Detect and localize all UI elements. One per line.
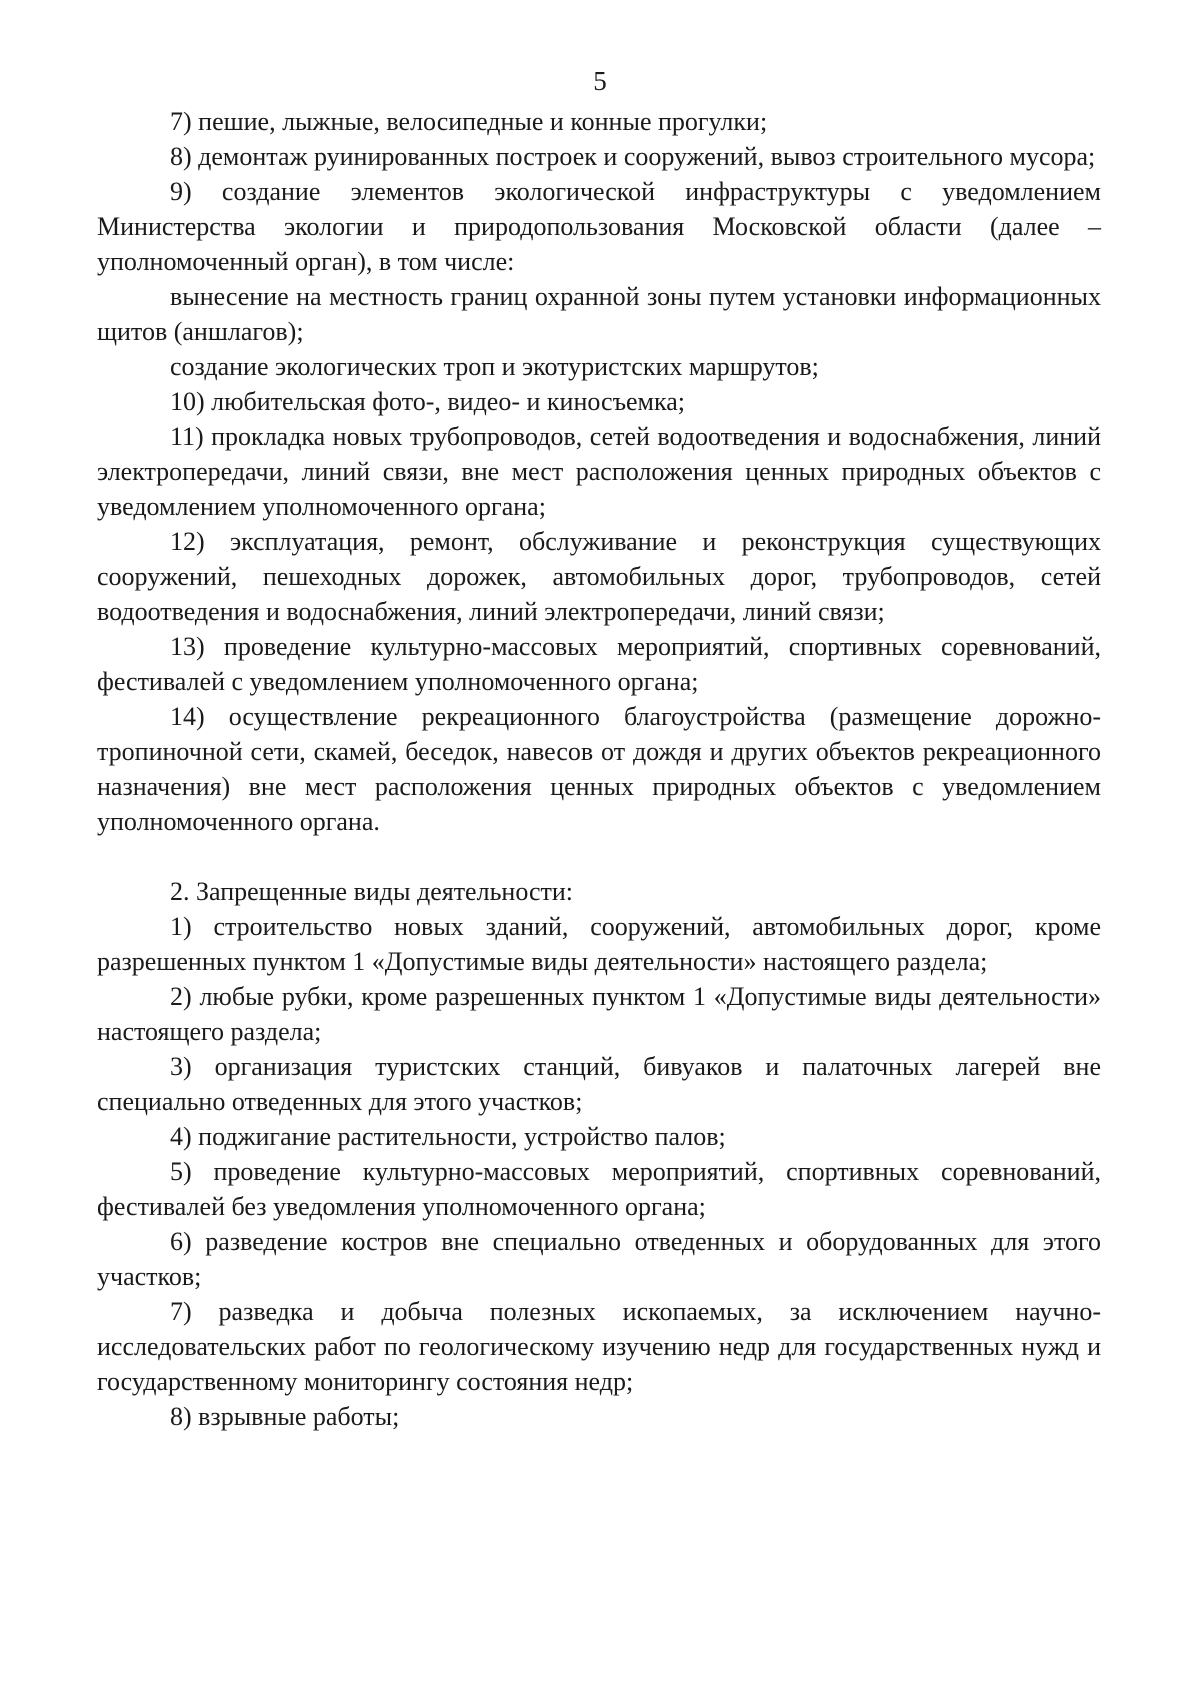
allowed-item-14: 14) осуществление рекреационного благоустройства (размещение дорожно-тропиночной сети, скамей, беседок, навесов от дождя и других объектов рекреационного назначения) вне мест расположения ценных природных объектов с уведомлением уполномоченного органа.	[97, 702, 1101, 836]
allowed-item-9-sub-1: вынесение на местность границ охранной зоны путем установки информационных щитов (аншлагов);	[97, 282, 1101, 346]
document-body	[97, 104, 1101, 1434]
allowed-item-13: 13) проведение культурно-массовых мероприятий, спортивных соревнований, фестивалей с уведомлением уполномоченного органа;	[97, 632, 1101, 696]
prohibited-item-3: 3) организация туристских станций, бивуаков и палаточных лагерей вне специально отведенных для этого участков;	[97, 1052, 1101, 1116]
prohibited-item-6: 6) разведение костров вне специально отведенных и оборудованных для этого участков;	[97, 1227, 1101, 1291]
prohibited-item-4: 4) поджигание растительности, устройство палов;	[170, 1122, 726, 1151]
allowed-item-10: 10) любительская фото-, видео- и киносъемка;	[170, 387, 686, 416]
allowed-item-9: 9) создание элементов экологической инфраструктуры с уведомлением Министерства экологии и природопользования Московской области (далее – уполномоченный орган), в том числе:	[97, 177, 1101, 276]
allowed-item-7: 7) пешие, лыжные, велосипедные и конные прогулки;	[170, 107, 768, 136]
allowed-item-11: 11) прокладка новых трубопроводов, сетей водоотведения и водоснабжения, линий электропередачи, линий связи, вне мест расположения ценных природных объектов с уведомлением уполномоченного органа;	[97, 422, 1101, 521]
prohibited-item-1: 1) строительство новых зданий, сооружений, автомобильных дорог, кроме разрешенных пунктом 1 «Допустимые виды деятельности» настоящего раздела;	[97, 912, 1101, 976]
page-number: 5	[593, 66, 607, 96]
allowed-item-12: 12) эксплуатация, ремонт, обслуживание и реконструкция существующих сооружений, пешеходных дорожек, автомобильных дорог, трубопроводов, сетей водоотведения и водоснабжения, линий электропередачи, линий связи;	[97, 527, 1101, 626]
prohibited-item-7: 7) разведка и добыча полезных ископаемых, за исключением научно-исследовательских работ по геологическому изучению недр для государственных нужд и государственному мониторингу состояния недр;	[97, 1297, 1101, 1396]
allowed-item-9-sub-2: создание экологических троп и экотуристских маршрутов;	[170, 352, 819, 381]
prohibited-item-8: 8) взрывные работы;	[170, 1402, 400, 1431]
section-spacer	[97, 839, 1101, 874]
section-heading-prohibited: 2. Запрещенные виды деятельности:	[170, 877, 574, 906]
prohibited-item-5: 5) проведение культурно-массовых мероприятий, спортивных соревнований, фестивалей без уведомления уполномоченного органа;	[97, 1157, 1101, 1221]
prohibited-item-2: 2) любые рубки, кроме разрешенных пунктом 1 «Допустимые виды деятельности» настоящего раздела;	[97, 982, 1101, 1046]
allowed-item-8: 8) демонтаж руинированных построек и сооружений, вывоз строительного мусора;	[170, 142, 1096, 171]
